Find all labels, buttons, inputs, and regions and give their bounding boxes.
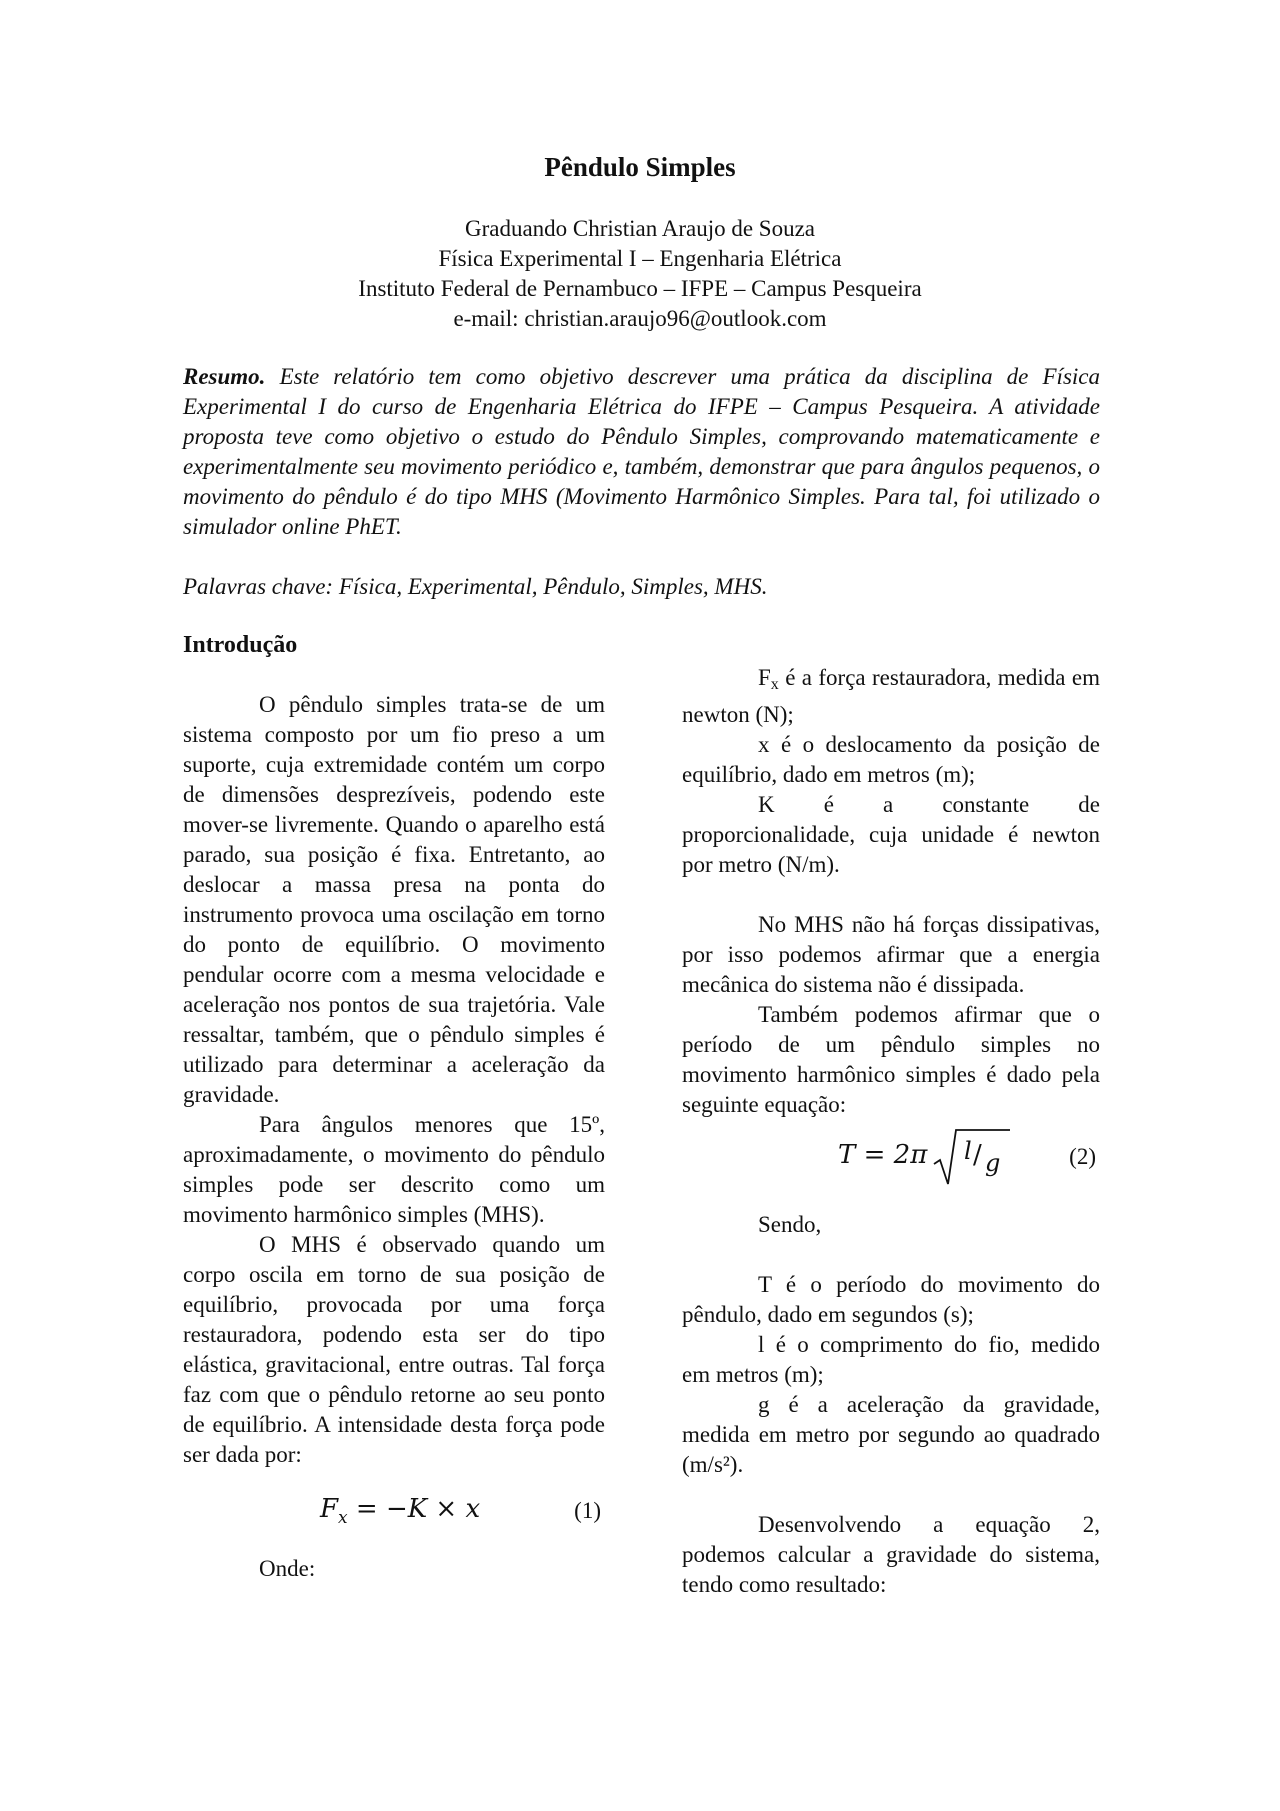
equation-1-number: (1) [574,1498,601,1523]
equation-1-subscript: x [338,1508,348,1528]
definition-x: x é o deslocamento da posição de equilíbrio, dado em metros (m); [682,732,1100,787]
author-block [0,214,1280,334]
equation-2-denominator: g [985,1149,1001,1177]
author-institution: Instituto Federal de Pernambuco – IFPE – Campus Pesqueira [358,276,922,301]
definition-k: K é a constante de proporcionalidade, cuja unidade é newton por metro (N/m). [682,792,1100,877]
equation-2 [682,1124,1100,1194]
equation-1-symbol: F [320,1494,339,1524]
definition-t: T é o período do movimento do pêndulo, dado em segundos (s); [682,1272,1100,1327]
author-name: Graduando Christian Araujo de Souza [464,216,816,241]
equation-2-numerator: l [964,1137,972,1165]
paragraph: Para ângulos menores que 15º, aproximadamente, o movimento do pêndulo simples pode ser descrito como um movimento harmônico simples (MHS). [183,1112,605,1227]
equation-2-lhs: T = 2π [838,1140,928,1170]
author-course: Física Experimental I – Engenharia Elétrica [438,246,842,271]
fx-subscript: x [770,676,779,693]
paragraph-sendo: Sendo, [758,1212,822,1237]
equation-1-formula [320,1494,480,1533]
fraction-slash-icon: / [973,1140,982,1170]
keywords: Palavras chave: Física, Experimental, Pêndulo, Simples, MHS. [183,574,768,599]
equation-1-rhs: = −K × x [347,1494,481,1524]
author-email: e-mail: christian.araujo96@outlook.com [453,306,827,331]
equation-1 [183,1482,605,1540]
definition-fx [682,663,1100,730]
paragraph: Também podemos afirmar que o período de um pêndulo simples no movimento harmônico simples é dado pela seguinte equação: [682,1002,1100,1117]
equation-2-number: (2) [1069,1144,1096,1169]
equation-2-formula [838,1140,927,1170]
left-column [183,690,605,1584]
paragraph: Desenvolvendo a equação 2, podemos calcular a gravidade do sistema, tendo como resultado: [682,1512,1100,1597]
definition-g: g é a aceleração da gravidade, medida em metro por segundo ao quadrado (m/s²). [682,1392,1100,1477]
fx-symbol: F [758,665,771,690]
paragraph: No MHS não há forças dissipativas, por isso podemos afirmar que a energia mecânica do sistema não é dissipada. [682,912,1100,997]
right-column [682,663,1100,1600]
abstract [183,362,1100,542]
paper-title: Pêndulo Simples [544,152,736,182]
definition-l: l é o comprimento do fio, medido em metros (m); [682,1332,1100,1387]
section-heading-introducao: Introdução [183,632,298,658]
paragraph: O MHS é observado quando um corpo oscila em torno de sua posição de equilíbrio, provocada por uma força restauradora, podendo esta ser do tipo elástica, gravitacional, entre outras. Tal força faz com que o pêndulo retorne ao seu ponto de equilíbrio. A intensidade desta força pode ser dada por: [183,1232,605,1467]
abstract-text: Este relatório tem como objetivo descrever uma prática da disciplina de Física Experimental I do curso de Engenharia Elétrica do IFPE – Campus Pesqueira. A atividade proposta teve como objetivo o estudo do Pêndulo Simples, comprovando matematicamente e experimentalmente seu movimento periódico e, também, demonstrar que para ângulos pequenos, o movimento do pêndulo é do tipo MHS (Movimento Harmônico Simples. Para tal, foi utilizado o simulador online PhET. [183,364,1100,539]
paragraph: O pêndulo simples trata-se de um sistema composto por um fio preso a um suporte, cuja extremidade contém um corpo de dimensões desprezíveis, podendo este mover-se livremente. Quando o aparelho está parado, sua posição é fixa. Entretanto, ao deslocar a massa presa na ponta do instrumento provoca uma oscilação em torno do ponto de equilíbrio. O movimento pendular ocorre com a mesma velocidade e aceleração nos pontos de sua trajetória. Vale ressaltar, também, que o pêndulo simples é utilizado para determinar a aceleração da gravidade. [183,692,605,1107]
abstract-label: Resumo. [183,364,266,389]
fx-text: é a força restauradora, medida em newton (N); [682,665,1100,727]
paragraph-onde: Onde: [259,1556,316,1581]
